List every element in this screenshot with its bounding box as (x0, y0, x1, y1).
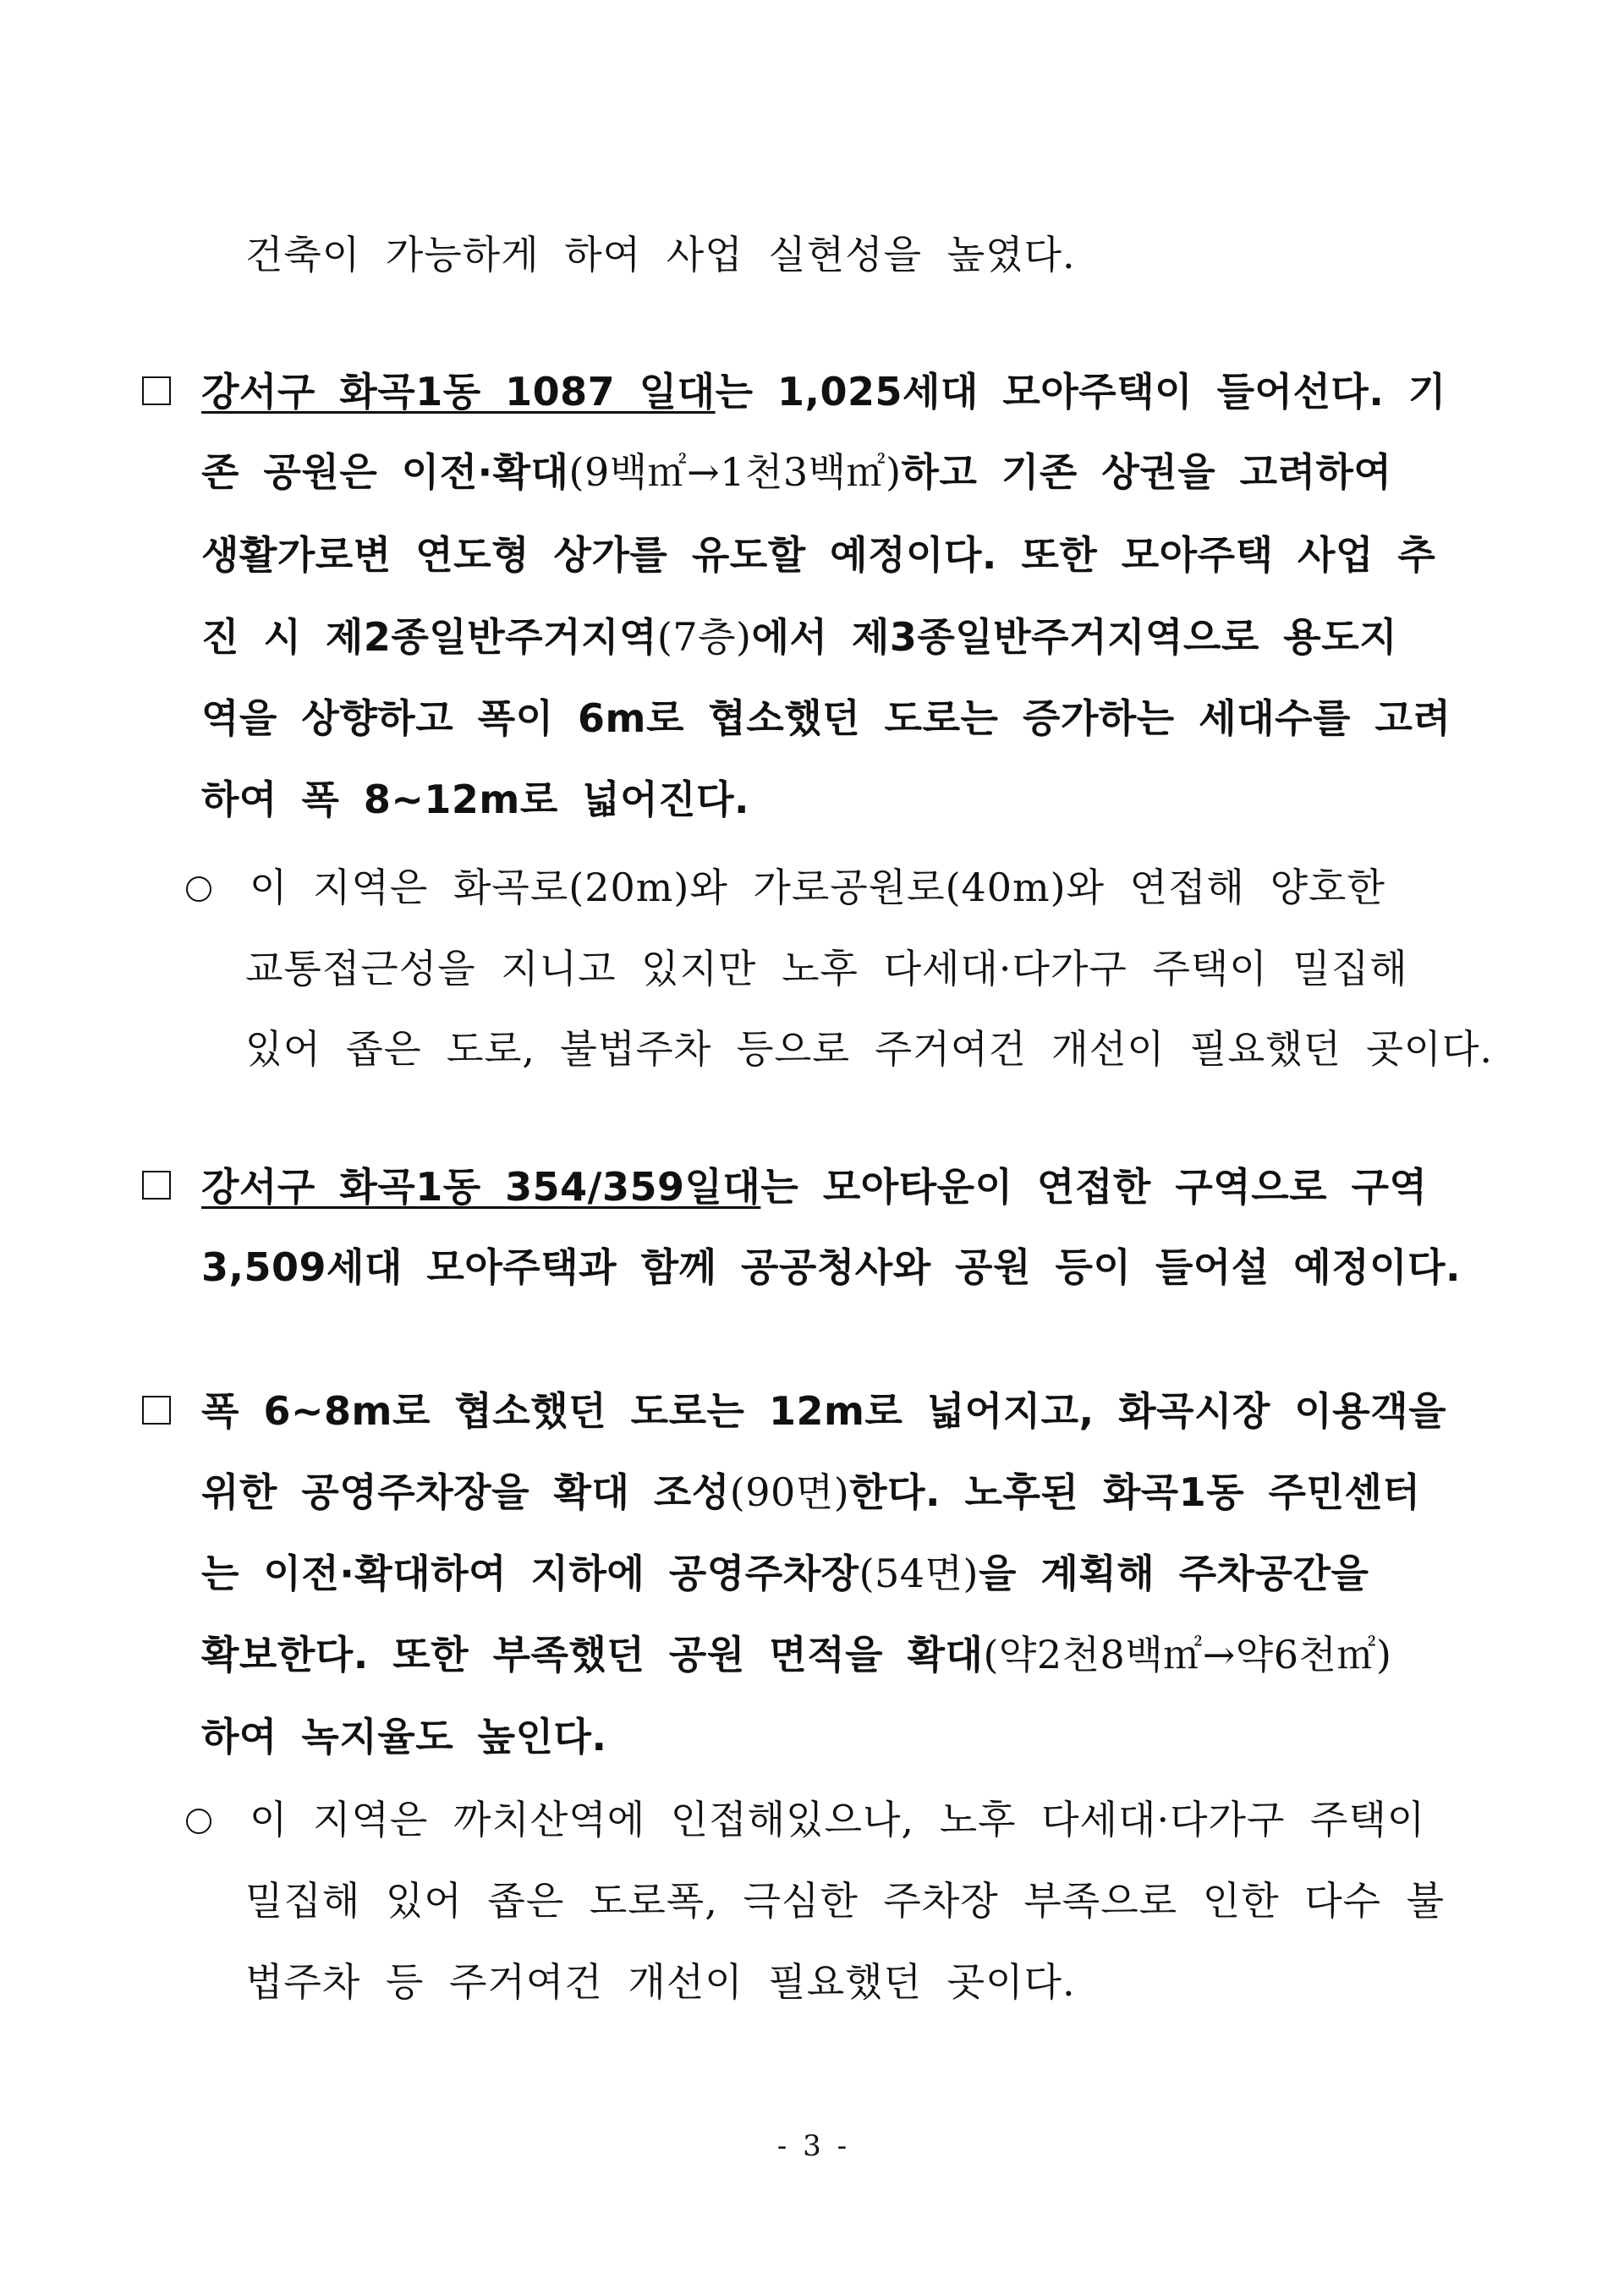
section1-sub-bullet (186, 876, 211, 902)
section1-line-2-paren: (9백㎡→1천3백㎡) (568, 449, 902, 495)
section2-checkbox (142, 1171, 171, 1200)
section3-line-5: 하여 녹지율도 높인다. (201, 1714, 607, 1760)
section3-line-3-b: 을 계획해 주차공간을 (978, 1551, 1369, 1596)
section1-line-2-a: 존 공원은 이전·확대 (201, 449, 569, 495)
section3-sub-bullet (186, 1809, 211, 1834)
section1-line-4-a: 진 시 제2종일반주거지역 (201, 614, 657, 660)
section2-line-2: 3,509세대 모아주택과 함께 공공청사와 공원 등이 들어설 예정이다. (201, 1244, 1461, 1290)
section1-sub-line-1: 이 지역은 화곡로(20m)와 가로공원로(40m)와 연접해 양호한 (250, 865, 1385, 910)
section1-line-1-text: 는 1,025세대 모아주택이 들어선다. 기 (715, 369, 1446, 415)
section1-line-6: 하여 폭 8~12m로 넓어진다. (201, 777, 750, 822)
section1-checkbox (142, 376, 171, 405)
section3-line-3-paren: (54면) (859, 1551, 979, 1596)
section1-line-1 (201, 369, 1446, 415)
section3-line-4-a: 확보한다. 또한 부족했던 공원 면적을 확대 (201, 1632, 984, 1677)
section1-line-2-b: 하고 기존 상권을 고려하여 (901, 449, 1392, 495)
section3-sub-line-3: 법주차 등 주거여건 개선이 필요했던 곳이다. (245, 1959, 1076, 2005)
section1-line-4 (201, 614, 1398, 660)
section2-heading: 강서구 화곡1동 354/359일대 (201, 1164, 761, 1210)
section3-line-2-paren: (90면) (729, 1469, 850, 1515)
section1-line-2 (201, 449, 1392, 495)
section3-line-1: 폭 6~8m로 협소했던 도로는 12m로 넓어지고, 화곡시장 이용객을 (201, 1388, 1447, 1434)
section1-sub-line-3: 있어 좁은 도로, 불법주차 등으로 주거여건 개선이 필요했던 곳이다. (245, 1026, 1493, 1072)
section3-checkbox (142, 1396, 171, 1425)
section1-line-5: 역을 상향하고 폭이 6m로 협소했던 도로는 증가하는 세대수를 고려 (201, 695, 1451, 741)
section2-line-1 (201, 1164, 1428, 1210)
page-number: - 3 - (776, 2129, 848, 2163)
section3-line-3-a: 는 이전·확대하여 지하에 공영주차장 (201, 1551, 859, 1596)
section3-line-2 (201, 1469, 1421, 1515)
section3-line-2-b: 한다. 노후된 화곡1동 주민센터 (849, 1469, 1421, 1515)
section1-line-4-paren: (7층) (656, 614, 752, 660)
intro-line: 건축이 가능하게 하여 사업 실현성을 높였다. (245, 232, 1076, 277)
section1-heading: 강서구 화곡1동 1087 일대 (201, 369, 716, 415)
section3-line-3 (201, 1551, 1369, 1596)
section3-line-4-paren: (약2천8백㎡→약6천㎡) (983, 1632, 1392, 1677)
section3-line-2-a: 위한 공영주차장을 확대 조성 (201, 1469, 730, 1515)
section3-line-4 (201, 1632, 1392, 1677)
section3-sub-line-1: 이 지역은 까치산역에 인접해있으나, 노후 다세대·다가구 주택이 (250, 1797, 1426, 1842)
section1-line-3: 생활가로변 연도형 상가를 유도할 예정이다. 또한 모아주택 사업 추 (201, 532, 1436, 578)
section2-line-1-text: 는 모아타운이 연접한 구역으로 구역 (760, 1164, 1428, 1210)
section1-line-4-b: 에서 제3종일반주거지역으로 용도지 (751, 614, 1398, 660)
section3-sub-line-2: 밀집해 있어 좁은 도로폭, 극심한 주차장 부족으로 인한 다수 불 (245, 1878, 1446, 1924)
section1-sub-line-2: 교통접근성을 지니고 있지만 노후 다세대·다가구 주택이 밀집해 (245, 946, 1408, 991)
